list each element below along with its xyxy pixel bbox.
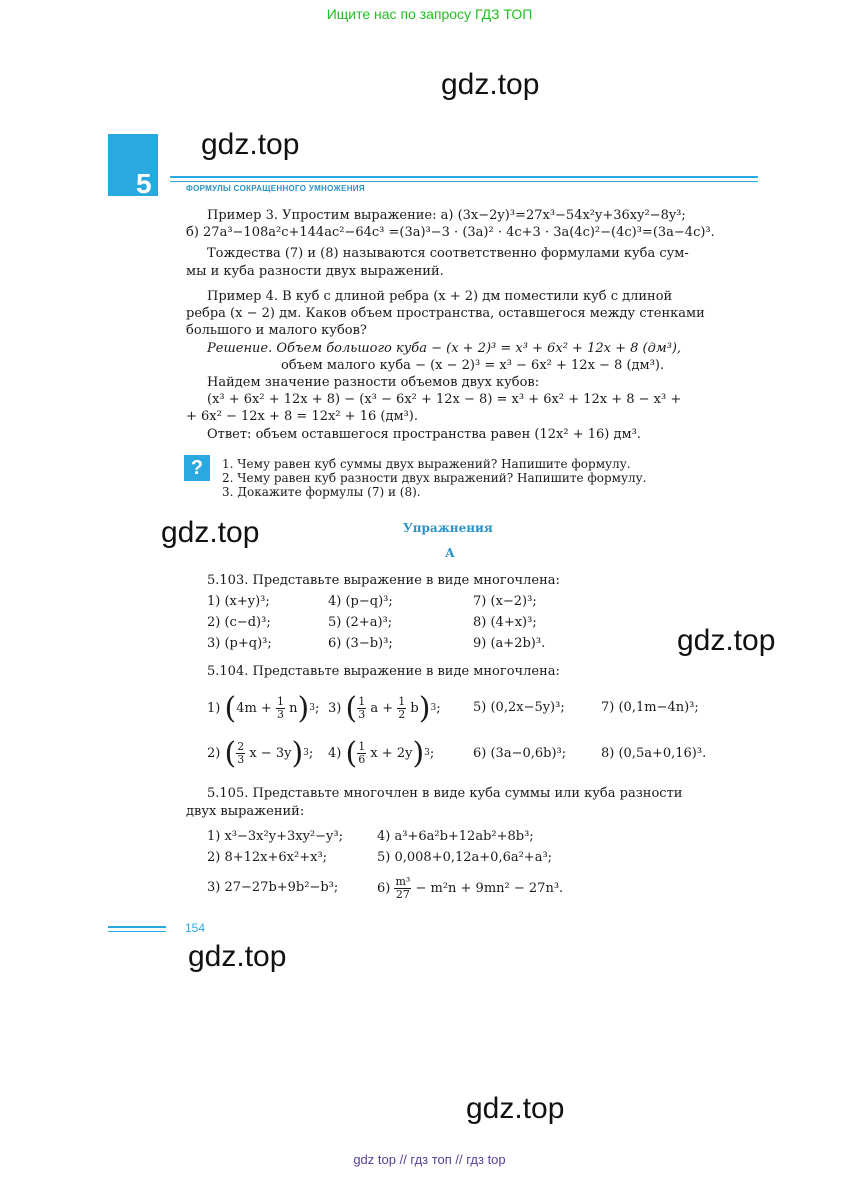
header-line bbox=[170, 181, 758, 182]
fraction: $\frac{1}{3}$ bbox=[358, 694, 366, 721]
exercise-5-104-title: 5.104. Представьте выражение в виде многочлена: bbox=[207, 664, 560, 679]
exercise-item: 1) (x+y)³; bbox=[207, 594, 270, 609]
chapter-number: 5 bbox=[136, 168, 152, 199]
exercise-item: 2) (c−d)³; bbox=[207, 615, 271, 630]
term: 4m + bbox=[236, 700, 272, 716]
watermark: gdz.top bbox=[188, 940, 287, 973]
fraction: $\frac{1}{3}$ bbox=[276, 694, 284, 721]
question-icon: ? bbox=[184, 455, 210, 481]
exercise-item: 4) a³+6a²b+12ab²+8b³; bbox=[377, 829, 534, 844]
exercise-item-fraction: 1) ( 4m + $\frac{1}{3}$ n ) 3 ; bbox=[207, 690, 320, 726]
paren-close: ) bbox=[297, 690, 310, 726]
header-line bbox=[170, 176, 758, 178]
question-3: 3. Докажите формулы (7) и (8). bbox=[222, 485, 421, 499]
exercise-item-fraction: 4) ( $\frac{1}{6}$ x + 2y ) 3 ; bbox=[328, 735, 435, 771]
calc-line1: (x³ + 6x² + 12x + 8) − (x³ − 6x² + 12x − 8) = x³ + 6x² + 12x + 8 − x³ + bbox=[207, 392, 682, 407]
solution-line2: объем малого куба − (x − 2)³ = x³ − 6x² + 12x − 8 (дм³). bbox=[281, 358, 665, 373]
paren-open: ( bbox=[345, 690, 358, 726]
page-number: 154 bbox=[185, 921, 206, 935]
identities-line1: Тождества (7) и (8) называются соответственно формулами куба сум- bbox=[207, 246, 689, 261]
item-label: 1) bbox=[207, 700, 221, 716]
item-label: 2) bbox=[207, 745, 221, 761]
exercise-item: 3) 27−27b+9b²−b³; bbox=[207, 880, 339, 895]
exercise-5-103-title: 5.103. Представьте выражение в виде многочлена: bbox=[207, 573, 560, 588]
answer-line: Ответ: объем оставшегося пространства равен (12x² + 16) дм³. bbox=[207, 427, 641, 442]
top-banner[interactable]: Ищите нас по запросу ГДЗ ТОП bbox=[326, 6, 533, 22]
paren-open: ( bbox=[224, 735, 237, 771]
fraction: $\frac{1}{2}$ bbox=[398, 694, 406, 721]
exercise-item: 7) (x−2)³; bbox=[473, 594, 537, 609]
paren-close: ) bbox=[291, 735, 304, 771]
watermark: gdz.top bbox=[161, 516, 260, 549]
exercise-item-fraction: 2) ( $\frac{2}{3}$ x − 3y ) 3 ; bbox=[207, 735, 314, 771]
footer-line bbox=[108, 931, 166, 932]
exercise-item: 5) (0,2x−5y)³; bbox=[473, 700, 565, 715]
exercise-item: 9) (a+2b)³. bbox=[473, 636, 546, 651]
identities-line2: мы и куба разности двух выражений. bbox=[186, 264, 444, 279]
watermark: gdz.top bbox=[677, 624, 776, 657]
watermark: gdz.top bbox=[441, 68, 540, 101]
exercise-item: 4) (p−q)³; bbox=[328, 594, 393, 609]
exercise-item-fraction: 3) ( $\frac{1}{3}$ a + $\frac{1}{2}$ b ) 3 ; bbox=[328, 690, 441, 726]
find-line: Найдем значение разности объемов двух кубов: bbox=[207, 375, 540, 390]
exercise-item: 1) x³−3x²y+3xy²−y³; bbox=[207, 829, 343, 844]
fraction: $\frac{\text{m³}}{27}$ bbox=[395, 874, 411, 901]
solution-line1: Решение. Объем большого куба − (x + 2)³ = x³ + 6x² + 12x + 8 (дм³), bbox=[207, 341, 682, 356]
paren-open: ( bbox=[224, 690, 237, 726]
watermark: gdz.top bbox=[466, 1092, 565, 1125]
term: a + bbox=[370, 700, 394, 716]
chapter-title: ФОРМУЛЫ СОКРАЩЕННОГО УМНОЖЕНИЯ bbox=[186, 184, 365, 193]
item-label: 6) bbox=[377, 880, 391, 896]
example4-line2: ребра (x − 2) дм. Каков объем пространства, оставшегося между стенками bbox=[186, 306, 705, 321]
footer-line bbox=[108, 926, 166, 928]
term: − m²n + 9mn² − 27n³. bbox=[415, 880, 564, 896]
calc-line2: + 6x² − 12x + 8 = 12x² + 16 (дм³). bbox=[186, 409, 418, 424]
question-1: 1. Чему равен куб суммы двух выражений? Напишите формулу. bbox=[222, 457, 631, 471]
item-label: 3) bbox=[328, 700, 342, 716]
exercise-item: 7) (0,1m−4n)³; bbox=[601, 700, 699, 715]
exercise-5-105-title: двух выражений: bbox=[186, 804, 305, 819]
example4-line1: Пример 4. В куб с длиной ребра (x + 2) дм поместили куб с длиной bbox=[207, 289, 673, 304]
exercise-item: 3) (p+q)³; bbox=[207, 636, 272, 651]
term: n bbox=[289, 700, 298, 716]
exercise-item: 6) (3a−0,6b)³; bbox=[473, 746, 567, 761]
term: b bbox=[410, 700, 419, 716]
exercise-item: 6) (3−b)³; bbox=[328, 636, 393, 651]
exercise-item-fraction bbox=[377, 870, 563, 906]
term: x − 3y bbox=[249, 745, 292, 761]
fraction: $\frac{2}{3}$ bbox=[237, 739, 245, 766]
footer-links[interactable]: gdz top // гдз топ // гдз top bbox=[353, 1152, 506, 1167]
fraction: $\frac{1}{6}$ bbox=[358, 739, 366, 766]
exercise-item: 8) (0,5a+0,16)³. bbox=[601, 746, 707, 761]
paren-open: ( bbox=[345, 735, 358, 771]
exercise-item: 5) 0,008+0,12a+0,6a²+a³; bbox=[377, 850, 553, 865]
question-2: 2. Чему равен куб разности двух выражений? Напишите формулу. bbox=[222, 471, 647, 485]
example3-line1: Пример 3. Упростим выражение: а) (3x−2y)³=27x³−54x²y+36xy²−8y³; bbox=[207, 208, 686, 223]
paren-close: ) bbox=[412, 735, 425, 771]
example4-line3: большого и малого кубов? bbox=[186, 323, 367, 338]
term: x + 2y bbox=[370, 745, 413, 761]
exercise-item: 5) (2+a)³; bbox=[328, 615, 393, 630]
exercises-heading: Упражнения bbox=[403, 521, 493, 535]
example3-line2: б) 27a³−108a²c+144ac²−64c³ =(3a)³−3 · (3a)² · 4c+3 · 3a(4c)²−(4c)³=(3a−4c)³. bbox=[186, 225, 715, 240]
exercises-level: А bbox=[445, 546, 455, 560]
exercise-item: 2) 8+12x+6x²+x³; bbox=[207, 850, 328, 865]
watermark: gdz.top bbox=[201, 128, 300, 161]
item-label: 4) bbox=[328, 745, 342, 761]
exercise-5-105-title: 5.105. Представьте многочлен в виде куба суммы или куба разности bbox=[207, 786, 683, 801]
paren-close: ) bbox=[418, 690, 431, 726]
exercise-item: 8) (4+x)³; bbox=[473, 615, 537, 630]
